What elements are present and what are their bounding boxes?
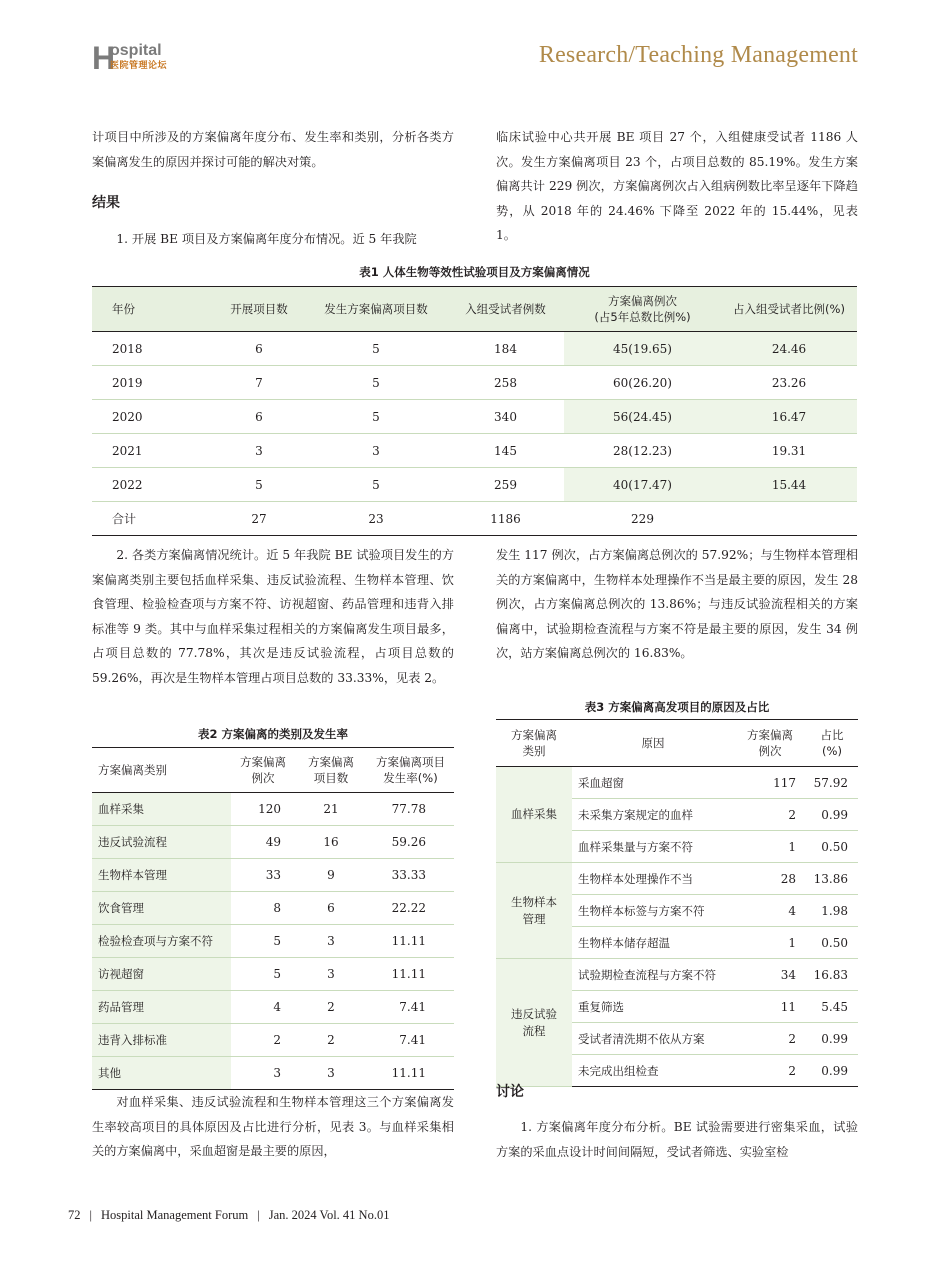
table-row [92,958,454,991]
table1-cell: 5 [305,468,447,502]
table2-cell: 59.26 [367,826,454,859]
table3-cell: 13.86 [806,863,858,895]
table-row-total [92,502,857,536]
table2-cell: 33.33 [367,859,454,892]
table1-cell: 6 [213,400,305,434]
table3-header-count [734,720,806,767]
table3-cell: 11 [734,991,806,1023]
table1-cell: 27 [251,511,267,526]
logo-word: ospital [110,42,162,59]
table1-cell: 3 [213,434,305,468]
table2-caption: 表2 方案偏离的类别及发生率 [197,727,348,741]
table3-cell: 未完成出组检查 [578,1063,659,1078]
table3-group-label: 血样采集 [511,807,557,821]
table3-header-row [496,720,858,767]
table1-cell: 15.44 [721,468,857,502]
footer-separator: | [257,1208,260,1222]
table1-cell: 5 [305,332,447,366]
table3-cell: 2 [734,799,806,831]
table2-cell: 2 [295,991,367,1024]
table3-cell: 57.92 [806,767,858,799]
col2-paragraph-2: 发生 117 例次，占方案偏离总例次的 57.92%；与生物样本管理相关的方案偏离中，生物样本处理操作不当是最主要的原因，发生 28 例次，占方案偏离总例次的 13.86%；与违反试验流程相关的方案偏离中，试验期检查流程与方案不符是最主要的原因，发生 34 例次，站方案偏离总例次的 16.83%。 [496,548,858,660]
table1-cell: 2020 [92,400,213,434]
table2-cell: 3 [273,1066,281,1080]
table1-header-year: 年份 [92,287,213,332]
table1-cell: 23.26 [721,366,857,400]
logo-chinese: 医院管理论坛 [110,61,168,71]
table3-header-ratio-l1: 占比 [820,728,844,742]
table3-header-category-l1: 方案偏离 [511,728,557,742]
table2-header-count-l1: 方案偏离 [240,755,286,769]
table-row [92,925,454,958]
table2-header-rate-l1: 方案偏离项目 [376,755,445,769]
table1-cell: 7 [213,366,305,400]
table-row [92,991,454,1024]
table3-caption: 表3 方案偏离高发项目的原因及占比 [584,700,770,714]
table1-cell: 2022 [92,468,213,502]
table2-cell: 违背入排标准 [92,1024,231,1057]
results-heading: 结果 [92,195,120,211]
table2 [92,747,454,1090]
table2-header-projects [295,748,367,793]
table2-cell: 11.11 [391,1066,426,1080]
table1-cell: 258 [447,366,564,400]
journal-logo [92,42,182,76]
table3-group-sample [496,863,572,959]
table2-cell: 21 [295,793,367,826]
table2-cell: 5 [231,925,295,958]
table1-cell: 229 [564,502,721,536]
table3-cell: 117 [734,767,806,799]
page-footer [68,1208,389,1223]
table1-cell: 40(17.47) [564,468,721,502]
table2-cell: 其他 [92,1057,231,1090]
table2-cell: 3 [327,1066,335,1080]
table3-cell: 未采集方案规定的血样 [572,799,734,831]
table-row [92,366,857,400]
table1-caption: 表1 人体生物等效性试验项目及方案偏离情况 [359,265,590,279]
table1-header-projects: 开展项目数 [213,287,305,332]
table3-cell: 0.99 [806,799,858,831]
table2-header-rate [367,748,454,793]
col2-paragraph-3: 1. 方案偏离年度分布分析。BE 试验需要进行密集采血，试验方案的采血点设计时间间隔短，受试者筛选、实验室检 [496,1120,858,1159]
logo-letter: H [92,40,116,76]
table2-cell: 检验检查项与方案不符 [92,925,231,958]
table2-cell: 77.78 [367,793,454,826]
table1-cell: 6 [213,332,305,366]
table2-header-count-l2: 例次 [251,771,275,785]
table3-cell: 1.98 [806,895,858,927]
table2-cell: 7.41 [367,1024,454,1057]
table-row [92,468,857,502]
table3-group-label: 违反试验 [511,1006,557,1021]
table-row [92,892,454,925]
table3-cell: 生物样本处理操作不当 [572,863,734,895]
table1-cell: 56(24.45) [564,400,721,434]
table1-header-enrolled [447,287,564,332]
table3-header-ratio [806,720,858,767]
table1-cell [721,502,857,536]
table2-cell: 药品管理 [92,991,231,1024]
table3-cell: 2 [788,1063,796,1078]
table-row [92,793,454,826]
table3-header-reason: 原因 [572,720,734,767]
table3-cell: 生物样本标签与方案不符 [572,895,734,927]
table3-cell: 0.99 [821,1063,848,1078]
table3-cell: 34 [734,959,806,991]
table2-cell: 4 [231,991,295,1024]
col1-paragraph-2: 1. 开展 BE 项目及方案偏离年度分布情况。近 5 年我院 [116,232,417,246]
table3-group-blood [496,767,572,863]
table2-header-projects-l2: 项目数 [313,771,349,785]
table1 [92,286,857,536]
table2-cell: 饮食管理 [92,892,231,925]
col2-paragraph-1: 临床试验中心共开展 BE 项目 27 个，入组健康受试者 1186 人次。发生方案偏离项目 23 个，占项目总数的 85.19%。发生方案偏离共计 229 例次，方案偏离例次占入组病例数比率呈逐年下降趋势，从 2018 年的 24.46% 下降至 2022 年的 15.44%，见表 1。 [496,130,858,242]
table3-cell: 1 [734,831,806,863]
table2-cell: 6 [295,892,367,925]
table3-cell: 血样采集量与方案不符 [572,831,734,863]
table1-cell: 2018 [92,332,213,366]
journal-name: Hospital Management Forum [101,1208,249,1222]
table3-header-ratio-l2: (%) [822,744,842,758]
table1-cell: 28(12.23) [564,434,721,468]
table-row [92,332,857,366]
table2-cell: 11.11 [367,958,454,991]
table2-cell: 生物样本管理 [92,859,231,892]
table1-cell: 1186 [490,511,521,526]
table3-cell: 0.50 [806,831,858,863]
table-row [92,400,857,434]
col1-paragraph-1: 计项目中所涉及的方案偏离年度分布、发生率和类别，分析各类方案偏离发生的原因并探讨可能的解决对策。 [92,130,454,169]
table-row [92,1024,454,1057]
table1-cell: 184 [447,332,564,366]
footer-separator: | [89,1208,93,1222]
table3-cell: 2 [734,1023,806,1055]
table3-cell: 0.99 [806,1023,858,1055]
table3-header-category [496,720,572,767]
table-row [496,959,858,991]
table3-cell: 重复筛选 [572,991,734,1023]
table1-cell: 23 [368,511,384,526]
table1-cell: 5 [213,468,305,502]
table1-cell: 5 [305,366,447,400]
table-row [496,767,858,799]
section-header: Research/Teaching Management [538,42,858,68]
table2-cell: 9 [295,859,367,892]
table3-header-count-l2: 例次 [758,744,782,758]
table2-cell: 3 [295,925,367,958]
table1-cell: 5 [305,400,447,434]
table2-cell: 22.22 [367,892,454,925]
table1-cell: 合计 [112,512,137,526]
table3-cell: 生物样本储存超温 [572,927,734,959]
table-row [92,1057,454,1090]
col1-paragraph-3: 2. 各类方案偏离情况统计。近 5 年我院 BE 试验项目发生的方案偏离类别主要包括血样采集、违反试验流程、生物样本管理、饮食管理、检验检查项与方案不符、访视超窗、药品管理和违背入排标准等 9 类。其中与血样采集过程相关的方案偏离发生项目最多，占项目总数的 77.78%，其次是违反试验流程，占项目总数的 59.26%，再次是生物样本管理占项目总数的 33.33%，见表 2。 [92,548,454,685]
table-row [92,859,454,892]
table1-cell: 259 [447,468,564,502]
table1-cell: 45(19.65) [564,332,721,366]
journal-issue: Jan. 2024 Vol. 41 No.01 [268,1208,390,1222]
table2-cell: 16 [295,826,367,859]
table3-cell: 0.50 [806,927,858,959]
table2-header-projects-l1: 方案偏离 [308,755,354,769]
table3-header-category-l2: 类别 [522,744,546,758]
table1-header-row [92,287,857,332]
table1-cell: 19.31 [721,434,857,468]
table-row [92,826,454,859]
table1-cell: 3 [305,434,447,468]
table3 [496,719,858,1087]
table1-header-deviation-count-l2: (占5年总数比例%) [594,310,691,324]
table1-cell: 16.47 [721,400,857,434]
table3-cell: 采血超窗 [572,767,734,799]
col1-paragraph-4: 对血样采集、违反试验流程和生物样本管理这三个方案偏离发生率较高项目的具体原因及占比进行分析，见表 3。与血样采集相关的方案偏离中，采血超窗是最主要的原因， [92,1095,454,1158]
table3-cell: 1 [734,927,806,959]
table2-cell: 49 [231,826,295,859]
table2-header-category: 方案偏离类别 [92,748,231,793]
table1-header-deviation-count-l1: 方案偏离例次 [608,294,677,308]
table1-cell: 2019 [92,366,213,400]
table2-cell: 120 [231,793,295,826]
table1-header-deviation-projects: 发生方案偏离项目数 [305,287,447,332]
table3-cell: 16.83 [806,959,858,991]
table1-cell: 145 [447,434,564,468]
table3-group-label: 生物样本 [511,894,557,909]
table1-cell: 340 [447,400,564,434]
table2-cell: 8 [231,892,295,925]
table3-group-process [496,959,572,1087]
table3-cell: 试验期检查流程与方案不符 [572,959,734,991]
table1-header-deviation-count [564,287,721,332]
table3-group-label: 管理 [522,911,546,926]
table2-header-row [92,748,454,793]
table2-cell: 33 [231,859,295,892]
table3-cell: 5.45 [806,991,858,1023]
table2-cell: 访视超窗 [92,958,231,991]
table2-header-count [231,748,295,793]
table2-cell: 3 [295,958,367,991]
table1-cell: 60(26.20) [564,366,721,400]
page-number: 72 [68,1208,81,1222]
table3-header-count-l1: 方案偏离 [747,728,793,742]
table-row [496,863,858,895]
table2-cell: 血样采集 [92,793,231,826]
table2-cell: 2 [295,1024,367,1057]
table3-cell: 4 [734,895,806,927]
table2-cell: 违反试验流程 [92,826,231,859]
table2-cell: 11.11 [367,925,454,958]
table3-cell: 28 [734,863,806,895]
table-row [92,434,857,468]
discussion-heading: 讨论 [496,1084,524,1100]
table1-header-ratio: 占入组受试者比例(%) [721,287,857,332]
table2-header-rate-l2: 发生率(%) [383,771,438,785]
table3-group-label: 流程 [522,1023,546,1038]
table1-header-enrolled-text: 入组受试者例数 [465,302,546,316]
table2-cell: 2 [231,1024,295,1057]
table1-cell: 2021 [92,434,213,468]
table2-cell: 7.41 [367,991,454,1024]
table3-cell: 受试者清洗期不依从方案 [572,1023,734,1055]
table1-cell: 24.46 [721,332,857,366]
table2-cell: 5 [231,958,295,991]
